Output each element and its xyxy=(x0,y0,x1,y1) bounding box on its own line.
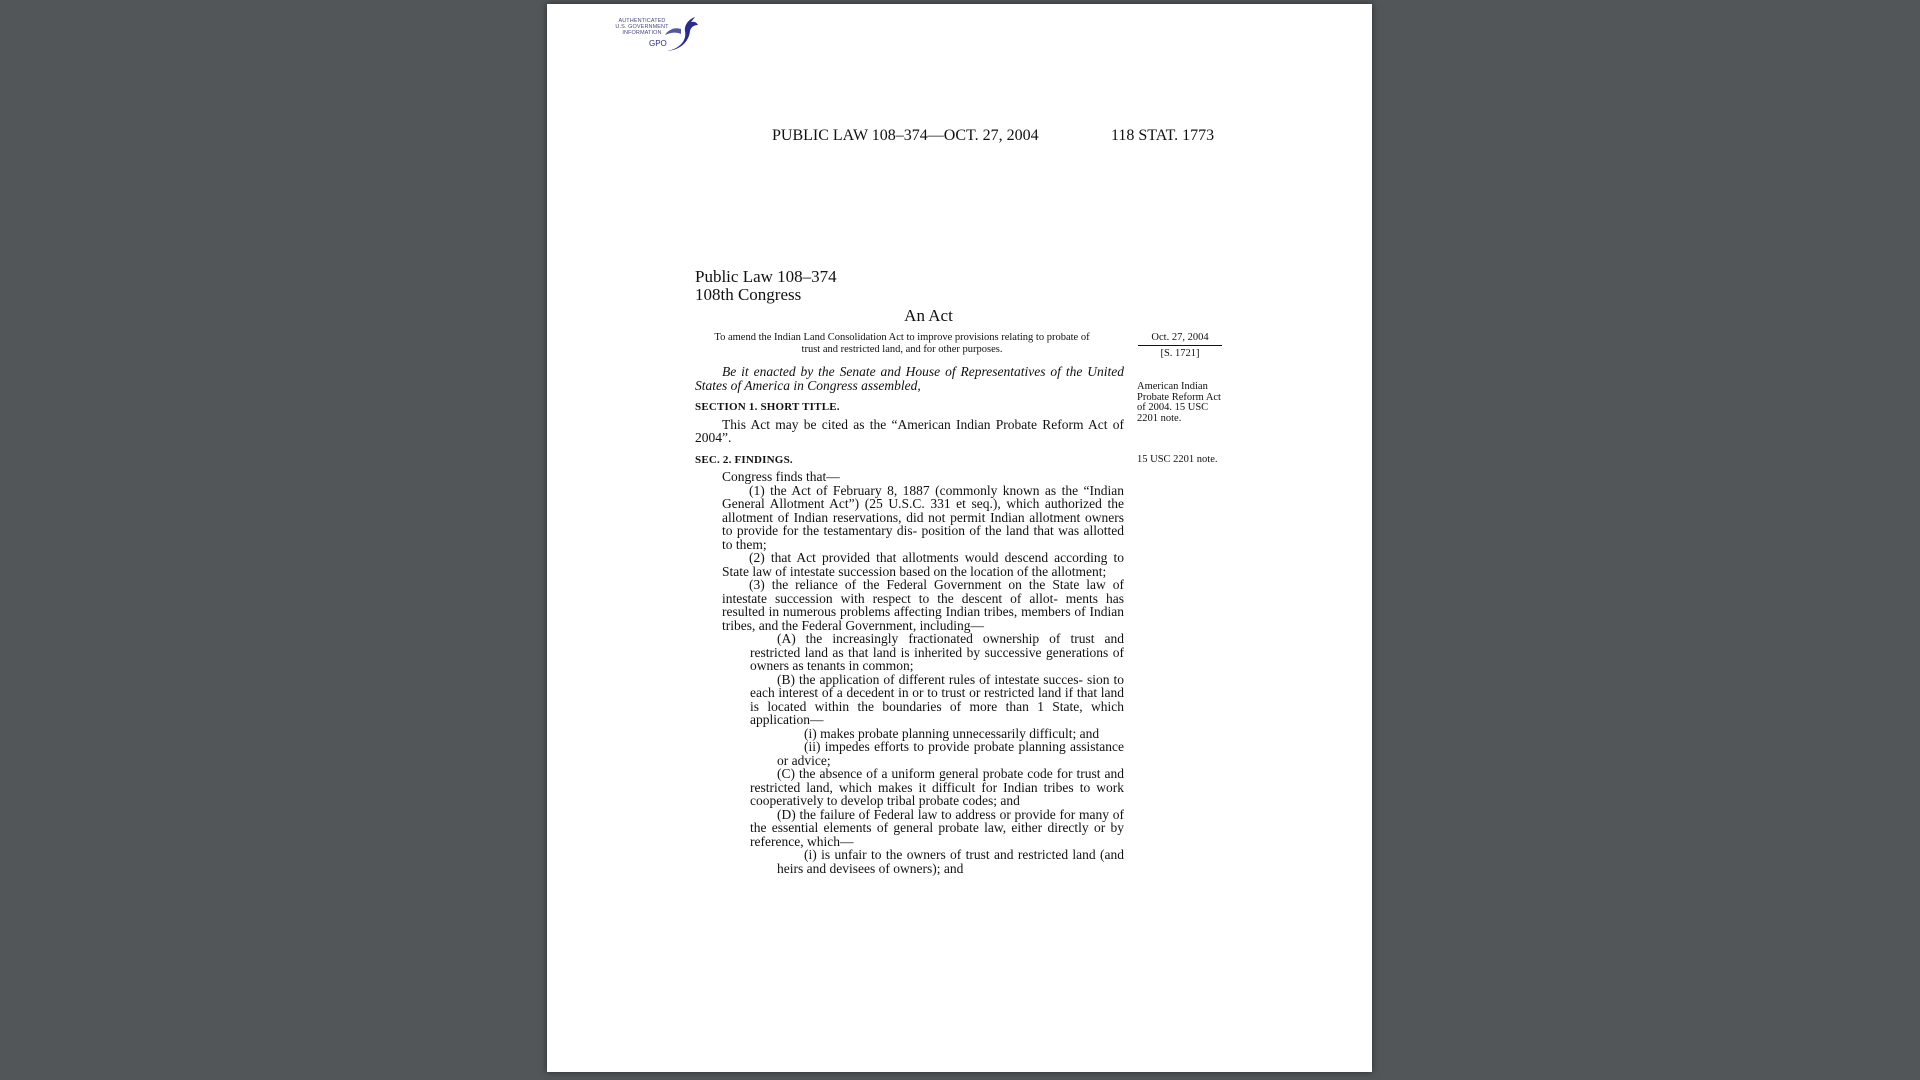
logo-line-1: AUTHENTICATED xyxy=(618,18,666,24)
document-page xyxy=(547,4,1372,1072)
finding-3-c: (C) the absence of a uniform general probate code for trust and restricted land, which makes it difficult for Indian tribes to work cooperatively to develop tribal probate codes; and xyxy=(750,766,1124,808)
gpo-authenticated-logo xyxy=(611,11,703,55)
margin-note-short-title: American Indian Probate Reform Act of 2004. 15 USC 2201 note. xyxy=(1137,381,1221,424)
law-identification xyxy=(695,268,837,304)
act-purpose: To amend the Indian Land Consolidation Act to improve provisions relating to probate of trust and restricted land, and for other purposes. xyxy=(714,332,1090,355)
enacting-clause: Be it enacted by the Senate and House of Representatives of the United States of America in Congress assembled, xyxy=(695,364,1124,393)
section-1-heading: SECTION 1. SHORT TITLE. xyxy=(695,401,840,413)
section-1-text: This Act may be cited as the “American Indian Probate Reform Act of 2004”. xyxy=(695,416,1124,445)
law-body xyxy=(695,365,1124,875)
findings-intro: Congress finds that— xyxy=(722,469,840,484)
margin-note-findings: 15 USC 2201 note. xyxy=(1137,454,1218,465)
running-head-stat: 118 STAT. 1773 xyxy=(1111,127,1215,144)
finding-3-a: (A) the increasingly fractionated ownership of trust and restricted land as that land is inherited by successive generations of owners as tenants in common; xyxy=(750,631,1124,673)
enactment-date-box xyxy=(1138,332,1222,360)
act-heading: An Act xyxy=(904,306,953,325)
finding-3-d-i: (i) is unfair to the owners of trust and restricted land (and heirs and devisees of owners); and xyxy=(777,847,1124,876)
running-head-title: PUBLIC LAW 108–374—OCT. 27, 2004 xyxy=(772,127,1039,144)
eagle-icon xyxy=(661,13,701,55)
bill-number: [S. 1721] xyxy=(1160,348,1200,359)
congress-label: 108th Congress xyxy=(695,285,802,304)
logo-line-2: U.S. GOVERNMENT xyxy=(615,24,669,30)
logo-line-3: INFORMATION xyxy=(622,30,662,36)
finding-2: (2) that Act provided that allotments would descend according to State law of intestate succession based on the location of the allotment; xyxy=(722,550,1124,579)
public-law-number: Public Law 108–374 xyxy=(695,267,837,286)
finding-3: (3) the reliance of the Federal Government on the State law of intestate succession with respect to the descent of allot- ments has resulted in numerous problems affecting Indian tribes, members of Indian tribes, and the Federal Government, including— xyxy=(722,577,1124,633)
enactment-date: Oct. 27, 2004 xyxy=(1138,332,1222,346)
finding-3-b-ii: (ii) impedes efforts to provide probate planning assistance or advice; xyxy=(777,739,1124,768)
section-2-heading: SEC. 2. FINDINGS. xyxy=(695,453,793,466)
logo-mark: GPO xyxy=(649,39,667,48)
finding-3-b-i: (i) makes probate planning unnecessarily difficult; and xyxy=(804,725,1100,741)
finding-3-d: (D) the failure of Federal law to address or provide for many of the essential elements of general probate law, either directly or by reference, which— xyxy=(750,806,1124,849)
finding-1: (1) the Act of February 8, 1887 (commonly known as the “Indian General Allotment Act”) (25 U.S.C. 331 et seq.), which authorized the allotment of Indian reservations, did not permit Indian allotment owners to provide for the testamentary dis- position of the land that was allotted to them; xyxy=(722,482,1124,552)
finding-3-b: (B) the application of different rules of intestate succes- sion to each interest of a decedent in or to trust or restricted land if that land is located within the boundaries of more than 1 State, which application— xyxy=(750,671,1124,727)
